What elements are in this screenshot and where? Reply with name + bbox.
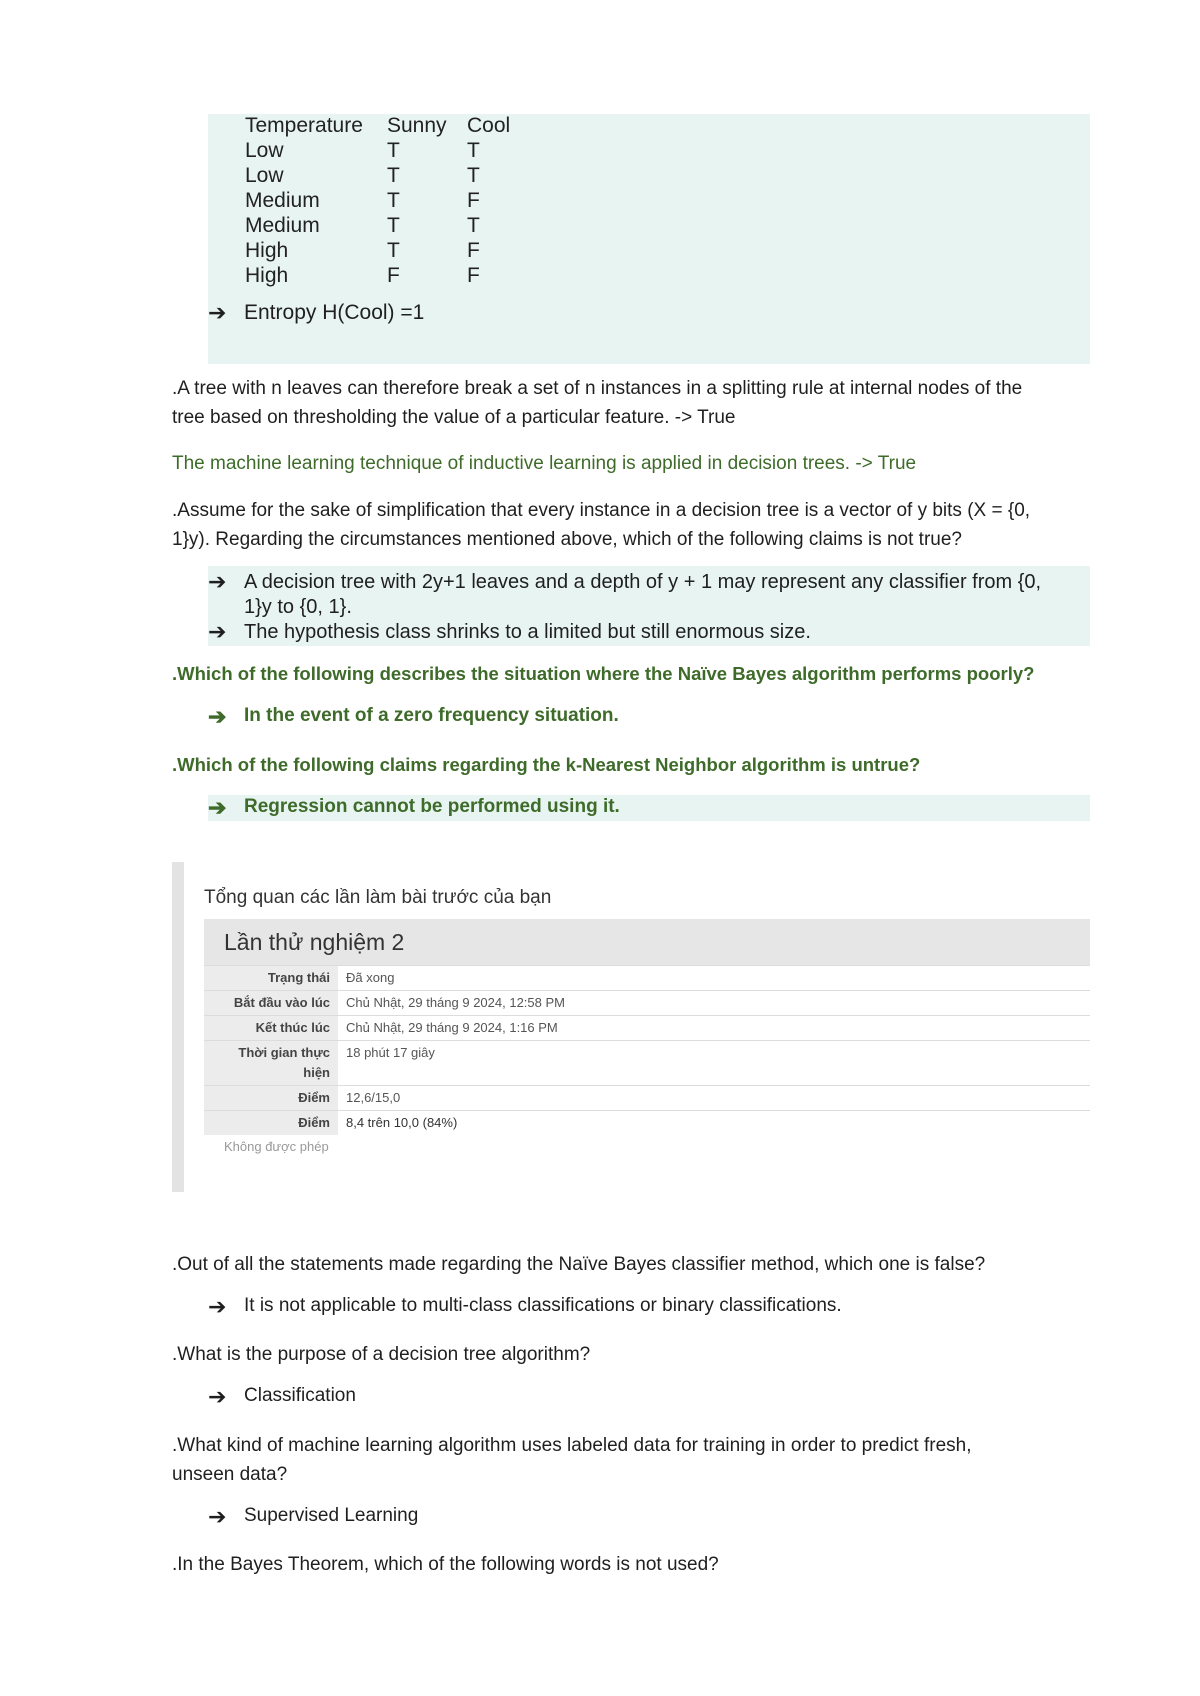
table-cell: Low xyxy=(245,164,284,187)
table-cell: F xyxy=(467,239,480,262)
table-cell: High xyxy=(245,264,289,287)
table-row xyxy=(245,138,510,163)
row-label: Trạng thái xyxy=(204,966,338,991)
arrow-icon: ➔ xyxy=(208,300,227,325)
q7-answer xyxy=(208,1385,356,1408)
table-row xyxy=(204,1016,1090,1041)
row-value: 8,4 trên 10,0 (84%) xyxy=(338,1111,1090,1136)
attempt-screenshot xyxy=(172,862,1092,1192)
arrow-icon: ➔ xyxy=(208,704,227,729)
table-cell: T xyxy=(387,139,400,162)
left-accent-bar xyxy=(172,862,184,1192)
attempt-card xyxy=(204,919,1090,1135)
answer-text: Regression cannot be performed using it. xyxy=(244,796,620,817)
table-row xyxy=(204,1086,1090,1111)
table-row xyxy=(204,991,1090,1016)
entropy-text: Entropy H(Cool) =1 xyxy=(244,301,425,324)
table-cell: F xyxy=(387,264,400,287)
table-row xyxy=(245,188,510,213)
question-4: .Which of the following describes the situation where the Naïve Bayes algorithm performs poorly? xyxy=(172,663,1035,684)
arrow-icon: ➔ xyxy=(208,1504,227,1529)
table-cell: T xyxy=(387,239,400,262)
q8-answer xyxy=(208,1505,418,1528)
question-7: .What is the purpose of a decision tree algorithm? xyxy=(172,1344,591,1365)
table-row xyxy=(204,1041,1090,1086)
table-cell: T xyxy=(467,214,480,237)
table-cell: Medium xyxy=(245,214,320,237)
table-header: Sunny xyxy=(387,114,447,137)
table-row xyxy=(204,1111,1090,1136)
table-cell: Low xyxy=(245,139,284,162)
table-row xyxy=(245,213,510,238)
question-line: .What kind of machine learning algorithm uses labeled data for training in order to predict fresh, xyxy=(172,1435,972,1456)
review-not-allowed: Không được phép xyxy=(224,1139,329,1154)
table-cell: T xyxy=(387,164,400,187)
row-label: Điểm xyxy=(204,1111,338,1136)
table-cell: F xyxy=(467,189,480,212)
arrow-icon: ➔ xyxy=(208,619,227,644)
table-header: Temperature xyxy=(245,114,363,137)
answer-text: It is not applicable to multi-class classifications or binary classifications. xyxy=(244,1295,842,1316)
question-2: The machine learning technique of inductive learning is applied in decision trees. -> True xyxy=(172,453,917,474)
table-header-row xyxy=(245,113,510,138)
question-1 xyxy=(172,374,1112,432)
arrow-icon: ➔ xyxy=(208,1294,227,1319)
row-label: Bắt đầu vào lúc xyxy=(204,991,338,1016)
answer-text: In the event of a zero frequency situation. xyxy=(244,705,619,726)
question-line: tree based on thresholding the value of a particular feature. -> True xyxy=(172,407,736,428)
row-value: Chủ Nhật, 29 tháng 9 2024, 12:58 PM xyxy=(338,991,1090,1016)
arrow-icon: ➔ xyxy=(208,1384,227,1409)
overview-title: Tổng quan các lần làm bài trước của bạn xyxy=(204,887,552,908)
table-header: Cool xyxy=(467,114,511,137)
table-cell: High xyxy=(245,239,289,262)
answer-text: Classification xyxy=(244,1385,356,1406)
row-value: Đã xong xyxy=(338,966,1090,991)
q3-answer-2 xyxy=(208,620,811,645)
row-value: 18 phút 17 giây xyxy=(338,1041,1090,1086)
question-8 xyxy=(172,1431,1112,1489)
weather-table xyxy=(245,113,510,288)
table-row xyxy=(204,966,1090,991)
arrow-icon: ➔ xyxy=(208,795,227,820)
table-row xyxy=(245,238,510,263)
answer-text: Supervised Learning xyxy=(244,1505,419,1526)
question-5: .Which of the following claims regarding the k-Nearest Neighbor algorithm is untrue? xyxy=(172,754,921,775)
entropy-answer xyxy=(208,301,424,325)
question-line: unseen data? xyxy=(172,1464,288,1485)
row-label: Kết thúc lúc xyxy=(204,1016,338,1041)
row-label: Thời gian thực hiện xyxy=(204,1041,338,1086)
row-value: 12,6/15,0 xyxy=(338,1086,1090,1111)
table-cell: Medium xyxy=(245,189,320,212)
table-cell: F xyxy=(467,264,480,287)
q3-answer-1 xyxy=(208,570,1041,620)
arrow-icon: ➔ xyxy=(208,569,227,594)
answer-line: A decision tree with 2y+1 leaves and a depth of y + 1 may represent any classifier from {0, xyxy=(244,571,1042,593)
table-row xyxy=(245,263,510,288)
q5-answer xyxy=(208,796,620,819)
question-line: 1}y). Regarding the circumstances mentioned above, which of the following claims is not true? xyxy=(172,529,962,550)
question-9: .In the Bayes Theorem, which of the following words is not used? xyxy=(172,1554,719,1575)
table-cell: T xyxy=(387,189,400,212)
table-cell: T xyxy=(467,164,480,187)
q4-answer xyxy=(208,705,619,728)
row-value: Chủ Nhật, 29 tháng 9 2024, 1:16 PM xyxy=(338,1016,1090,1041)
question-line: .Assume for the sake of simplification that every instance in a decision tree is a vector of y bits (X = {0, xyxy=(172,500,1031,521)
answer-text: The hypothesis class shrinks to a limited but still enormous size. xyxy=(244,621,811,643)
q6-answer xyxy=(208,1295,842,1318)
row-label: Điểm xyxy=(204,1086,338,1111)
table-row xyxy=(245,163,510,188)
table-cell: T xyxy=(467,139,480,162)
question-6: .Out of all the statements made regarding the Naïve Bayes classifier method, which one is false? xyxy=(172,1254,986,1275)
attempt-summary-table xyxy=(204,965,1090,1135)
answer-line: 1}y to {0, 1}. xyxy=(244,596,352,618)
question-3 xyxy=(172,496,1112,554)
attempt-title: Lần thử nghiệm 2 xyxy=(204,919,1090,965)
table-cell: T xyxy=(387,214,400,237)
question-line: .A tree with n leaves can therefore break a set of n instances in a splitting rule at internal nodes of the xyxy=(172,378,1023,399)
